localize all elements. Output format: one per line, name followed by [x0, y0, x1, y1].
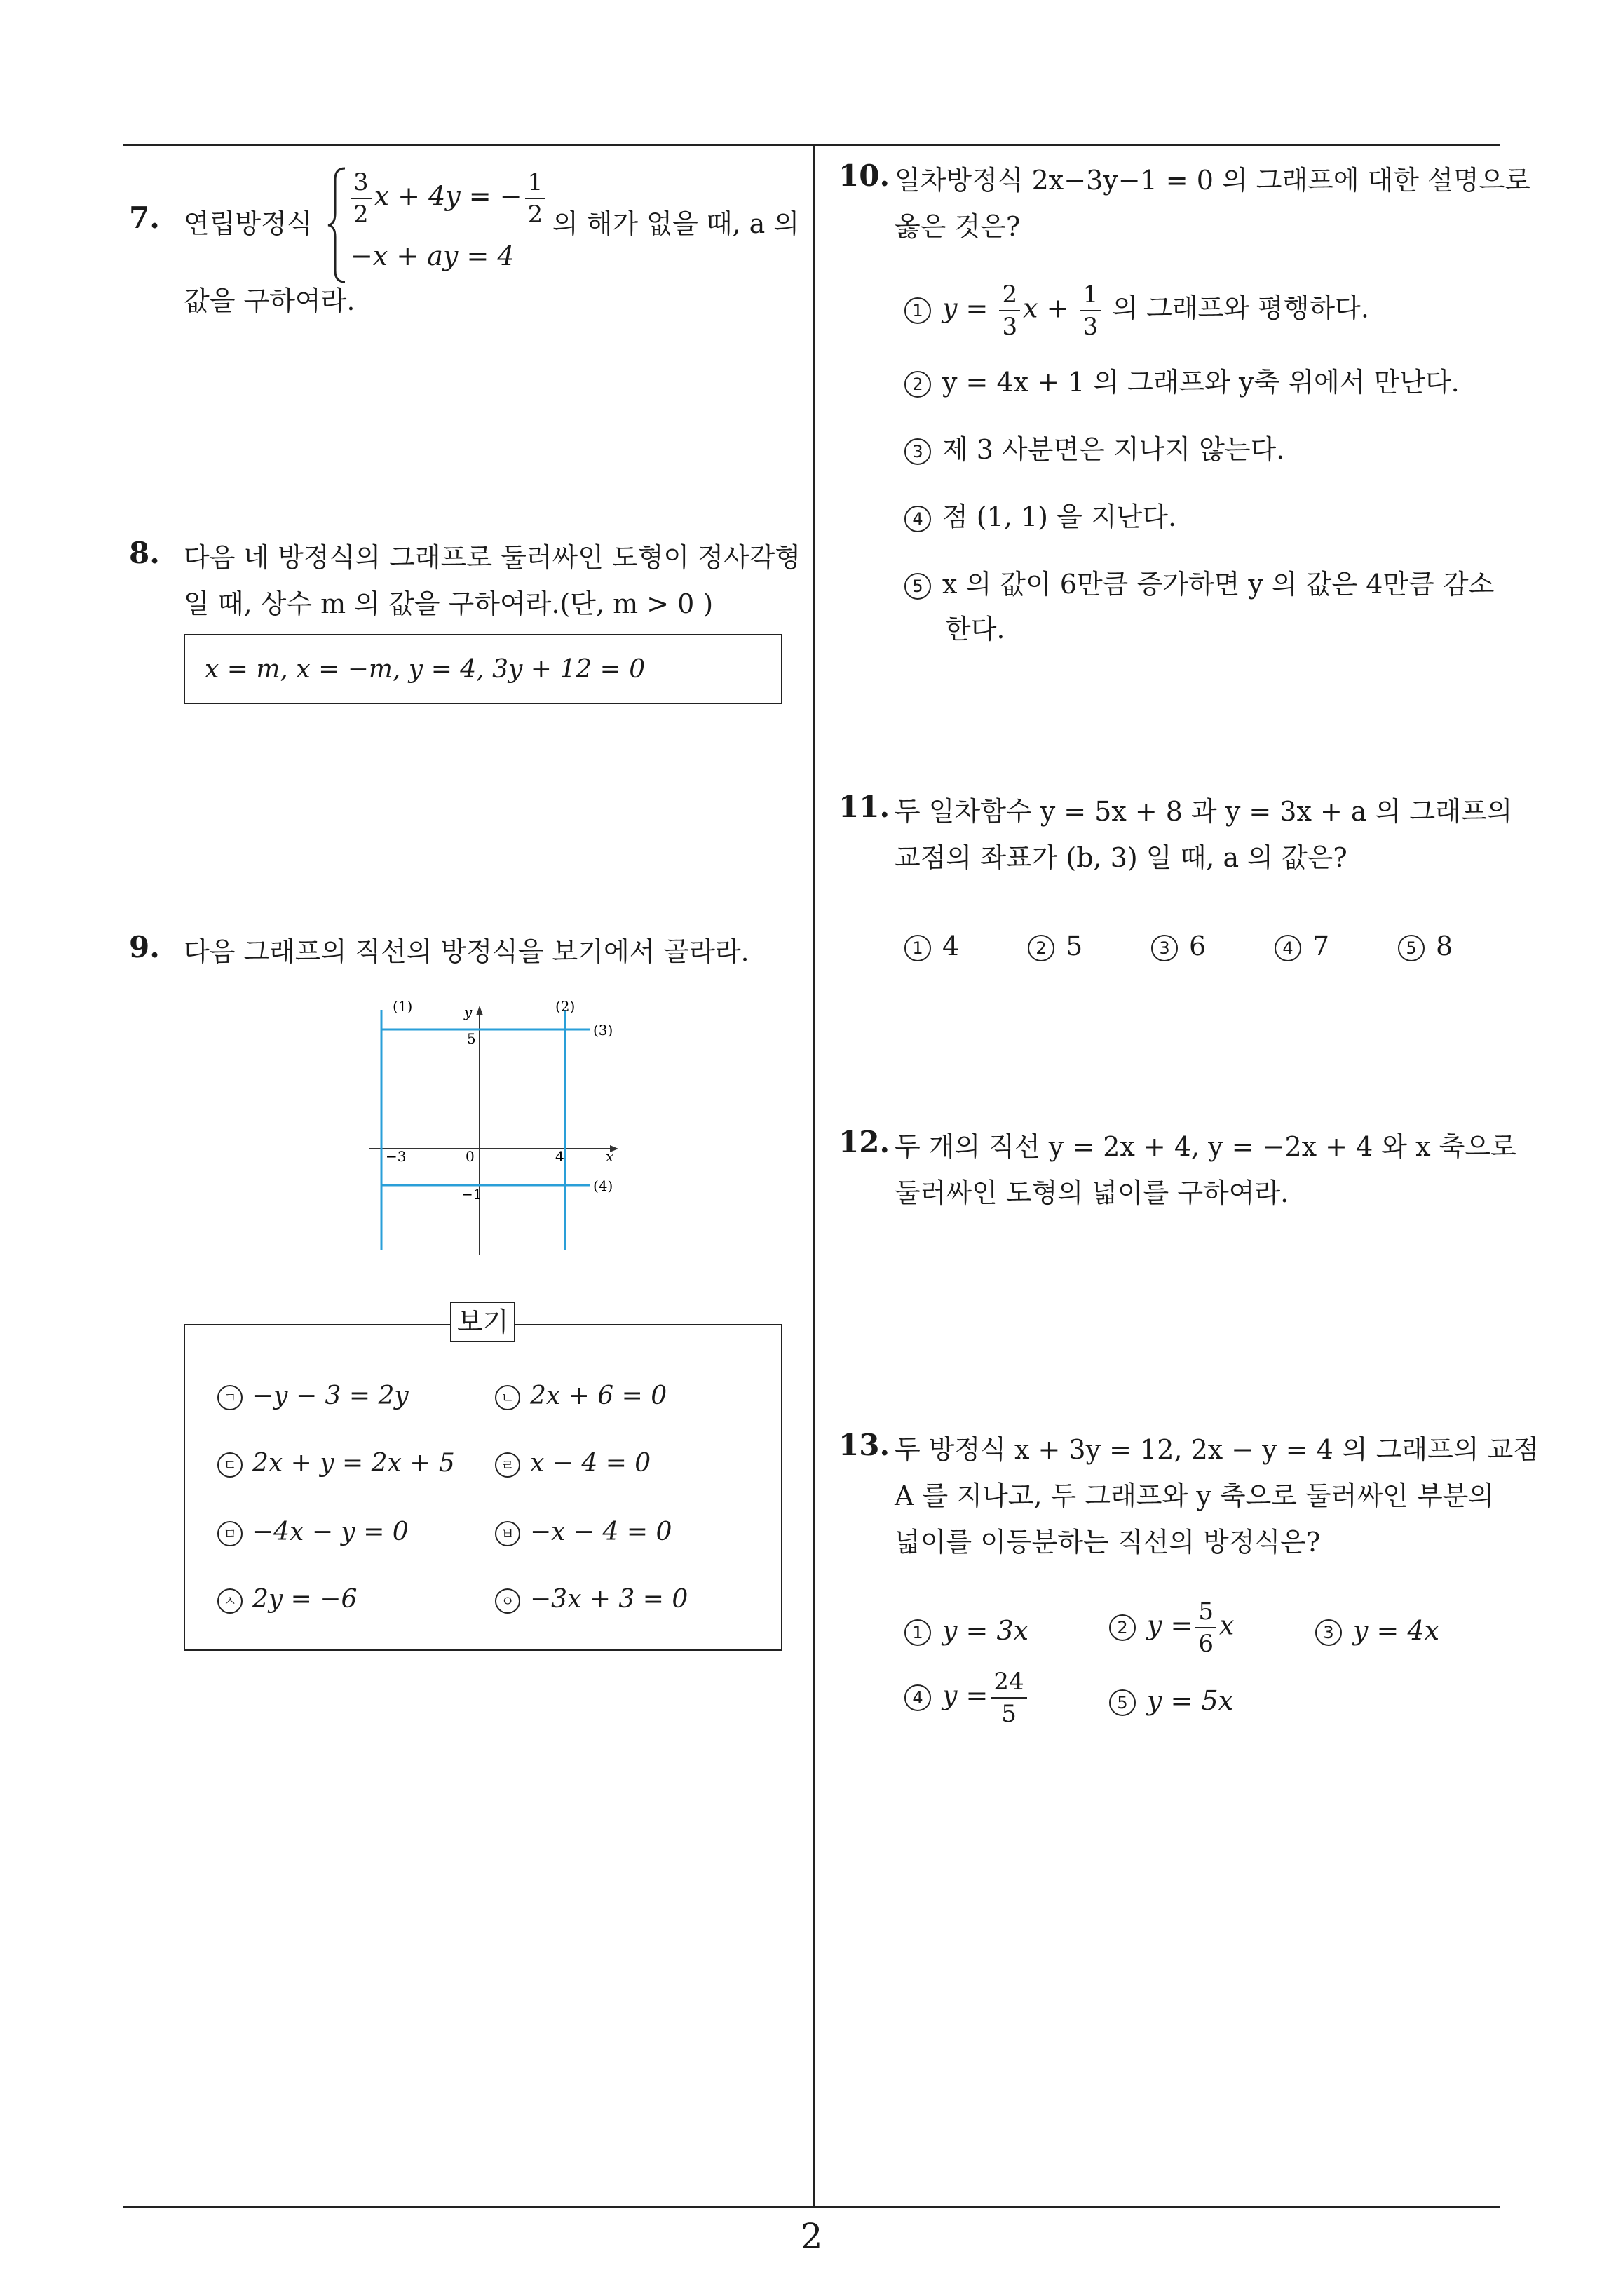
choice-mark: 1	[904, 297, 931, 324]
bogi-title: 보기	[450, 1302, 515, 1342]
problem-13-line2: A 를 지나고, 두 그래프와 y 축으로 둘러싸인 부분의	[895, 1480, 1495, 1511]
bogi-mark: ㄴ	[495, 1385, 520, 1410]
problem-7-tail: 의 해가 없을 때, a 의	[552, 208, 800, 239]
problem-number: 13.	[838, 1428, 890, 1462]
choice-mark: 5	[1398, 935, 1425, 961]
line-label-2: (2)	[555, 998, 576, 1015]
problem-10-line2: 옳은 것은?	[895, 211, 1021, 242]
choice-mark: 5	[1109, 1689, 1136, 1716]
choice-3[interactable]: 3 6	[1151, 928, 1206, 964]
choice-mark: 5	[904, 573, 931, 600]
problem-8-line1: 다음 네 방정식의 그래프로 둘러싸인 도형이 정사각형	[184, 542, 801, 573]
bogi-item: ㅁ −4x − y = 0	[217, 1515, 409, 1550]
problem-number: 12.	[838, 1125, 890, 1159]
problem-13-line3: 넓이를 이등분하는 직선의 방정식은?	[895, 1527, 1321, 1558]
choice-5[interactable]: 5 x 의 값이 6만큼 증가하면 y 의 값은 4만큼 감소	[904, 567, 1494, 602]
choice-1[interactable]: 1 4	[904, 928, 959, 964]
problem-13-line1: 두 방정식 x + 3y = 12, 2x − y = 4 의 그래프의 교점	[895, 1434, 1540, 1465]
y-axis-label: y	[464, 1004, 473, 1020]
problem-7-line2: 값을 구하여라.	[184, 285, 355, 316]
choice-mark: 3	[904, 438, 931, 465]
choice-mark: 4	[904, 1684, 931, 1711]
problem-number: 10.	[838, 158, 890, 193]
choice-4[interactable]: 4 y = $\frac{24}{5}$	[904, 1666, 1030, 1729]
bogi-mark: ㅁ	[217, 1521, 243, 1546]
tick-label-minus-3: −3	[386, 1148, 407, 1165]
equation-list: x = m, x = −m, y = 4, 3y + 12 = 0	[205, 655, 646, 684]
bogi-item: ㅅ 2y = −6	[217, 1582, 357, 1617]
line-label-1: (1)	[393, 998, 413, 1015]
problem-number: 11.	[838, 790, 890, 824]
bogi-mark: ㅇ	[495, 1588, 520, 1614]
fraction: $\frac{1}{3}$	[1080, 279, 1101, 342]
top-rule	[123, 144, 1500, 146]
column-divider	[813, 144, 815, 2208]
bogi-mark: ㄹ	[495, 1452, 520, 1478]
fraction: $\frac{5}{6}$	[1195, 1596, 1216, 1659]
choice-1[interactable]: 1 y = $\frac{2}{3}$ x + $\frac{1}{3}$ 의 그래프와 평행하다.	[904, 279, 1369, 342]
problem-12-line1: 두 개의 직선 y = 2x + 4, y = −2x + 4 와 x 축으로	[895, 1131, 1516, 1162]
choice-5[interactable]: 5 y = 5x	[1109, 1683, 1233, 1718]
choice-2[interactable]: 2 5	[1028, 928, 1082, 964]
choice-2[interactable]: 2 y = 4x + 1 의 그래프와 y축 위에서 만난다.	[904, 365, 1460, 400]
choice-mark: 3	[1151, 935, 1178, 961]
tick-label-4: 4	[555, 1148, 564, 1165]
choice-3[interactable]: 3 y = 4x	[1315, 1613, 1439, 1648]
bogi-mark: ㅂ	[495, 1521, 520, 1546]
line-label-3: (3)	[593, 1022, 613, 1039]
choice-mark: 2	[904, 371, 931, 398]
problem-10-line1: 일차방정식 2x−3y−1 = 0 의 그래프에 대한 설명으로	[895, 165, 1531, 196]
bogi-item: ㅂ −x − 4 = 0	[495, 1515, 672, 1550]
system-equation-2: −x + ay = 4	[351, 241, 515, 271]
bogi-item: ㅇ −3x + 3 = 0	[495, 1582, 688, 1617]
choice-mark: 1	[904, 935, 931, 961]
choice-mark: 3	[1315, 1619, 1342, 1646]
choice-4[interactable]: 4 7	[1275, 928, 1329, 964]
problem-7-lead: 연립방정식	[184, 208, 313, 239]
system-brace	[327, 166, 348, 285]
choice-1[interactable]: 1 y = 3x	[904, 1613, 1028, 1648]
bogi-item: ㄴ 2x + 6 = 0	[495, 1379, 667, 1414]
y-axis-arrow-icon	[476, 1006, 483, 1015]
bogi-item: ㄹ x − 4 = 0	[495, 1446, 651, 1481]
line-graph	[365, 996, 631, 1255]
choice-mark: 2	[1109, 1614, 1136, 1641]
line-label-4: (4)	[593, 1177, 613, 1194]
choice-mark: 4	[904, 506, 931, 532]
tick-label-minus-1: −1	[461, 1186, 482, 1203]
choice-3[interactable]: 3 제 3 사분면은 지나지 않는다.	[904, 432, 1284, 467]
choice-mark: 4	[1275, 935, 1301, 961]
choice-4[interactable]: 4 점 (1, 1) 을 지난다.	[904, 499, 1176, 534]
problem-12-line2: 둘러싸인 도형의 넓이를 구하여라.	[895, 1177, 1289, 1208]
bottom-rule	[123, 2206, 1500, 2208]
choice-mark: 1	[904, 1619, 931, 1646]
problem-number: 7.	[129, 201, 160, 235]
bogi-item: ㄷ 2x + y = 2x + 5	[217, 1446, 455, 1481]
tick-label-5: 5	[467, 1030, 476, 1047]
bogi-item: ㄱ −y − 3 = 2y	[217, 1379, 409, 1414]
problem-8-line2: 일 때, 상수 m 의 값을 구하여라.(단, m > 0 )	[184, 588, 714, 619]
page-number: 2	[800, 2216, 823, 2257]
problem-11-line2: 교점의 좌표가 (b, 3) 일 때, a 의 값은?	[895, 842, 1347, 873]
bogi-mark: ㄷ	[217, 1452, 243, 1478]
choice-mark: 2	[1028, 935, 1054, 961]
problem-9-line1: 다음 그래프의 직선의 방정식을 보기에서 골라라.	[184, 936, 749, 967]
choice-2[interactable]: 2 y = $\frac{5}{6}$ x	[1109, 1596, 1234, 1659]
problem-number: 8.	[129, 536, 160, 570]
problem-11-line1: 두 일차함수 y = 5x + 8 과 y = 3x + a 의 그래프의	[895, 796, 1513, 827]
x-axis-label: x	[606, 1148, 614, 1165]
problem-number: 9.	[129, 930, 160, 964]
choice-5-continued: 한다.	[945, 614, 1005, 644]
tick-label-0: 0	[466, 1148, 475, 1165]
bogi-mark: ㄱ	[217, 1385, 243, 1410]
fraction: $\frac{3}{2}$	[351, 167, 372, 230]
system-equation-1: $\frac{3}{2}$ x + 4y = − $\frac{1}{2}$	[348, 167, 548, 230]
fraction: $\frac{2}{3}$	[999, 279, 1020, 342]
choice-5[interactable]: 5 8	[1398, 928, 1453, 964]
bogi-mark: ㅅ	[217, 1588, 243, 1614]
fraction: $\frac{24}{5}$	[991, 1666, 1026, 1729]
fraction: $\frac{1}{2}$	[525, 167, 546, 230]
